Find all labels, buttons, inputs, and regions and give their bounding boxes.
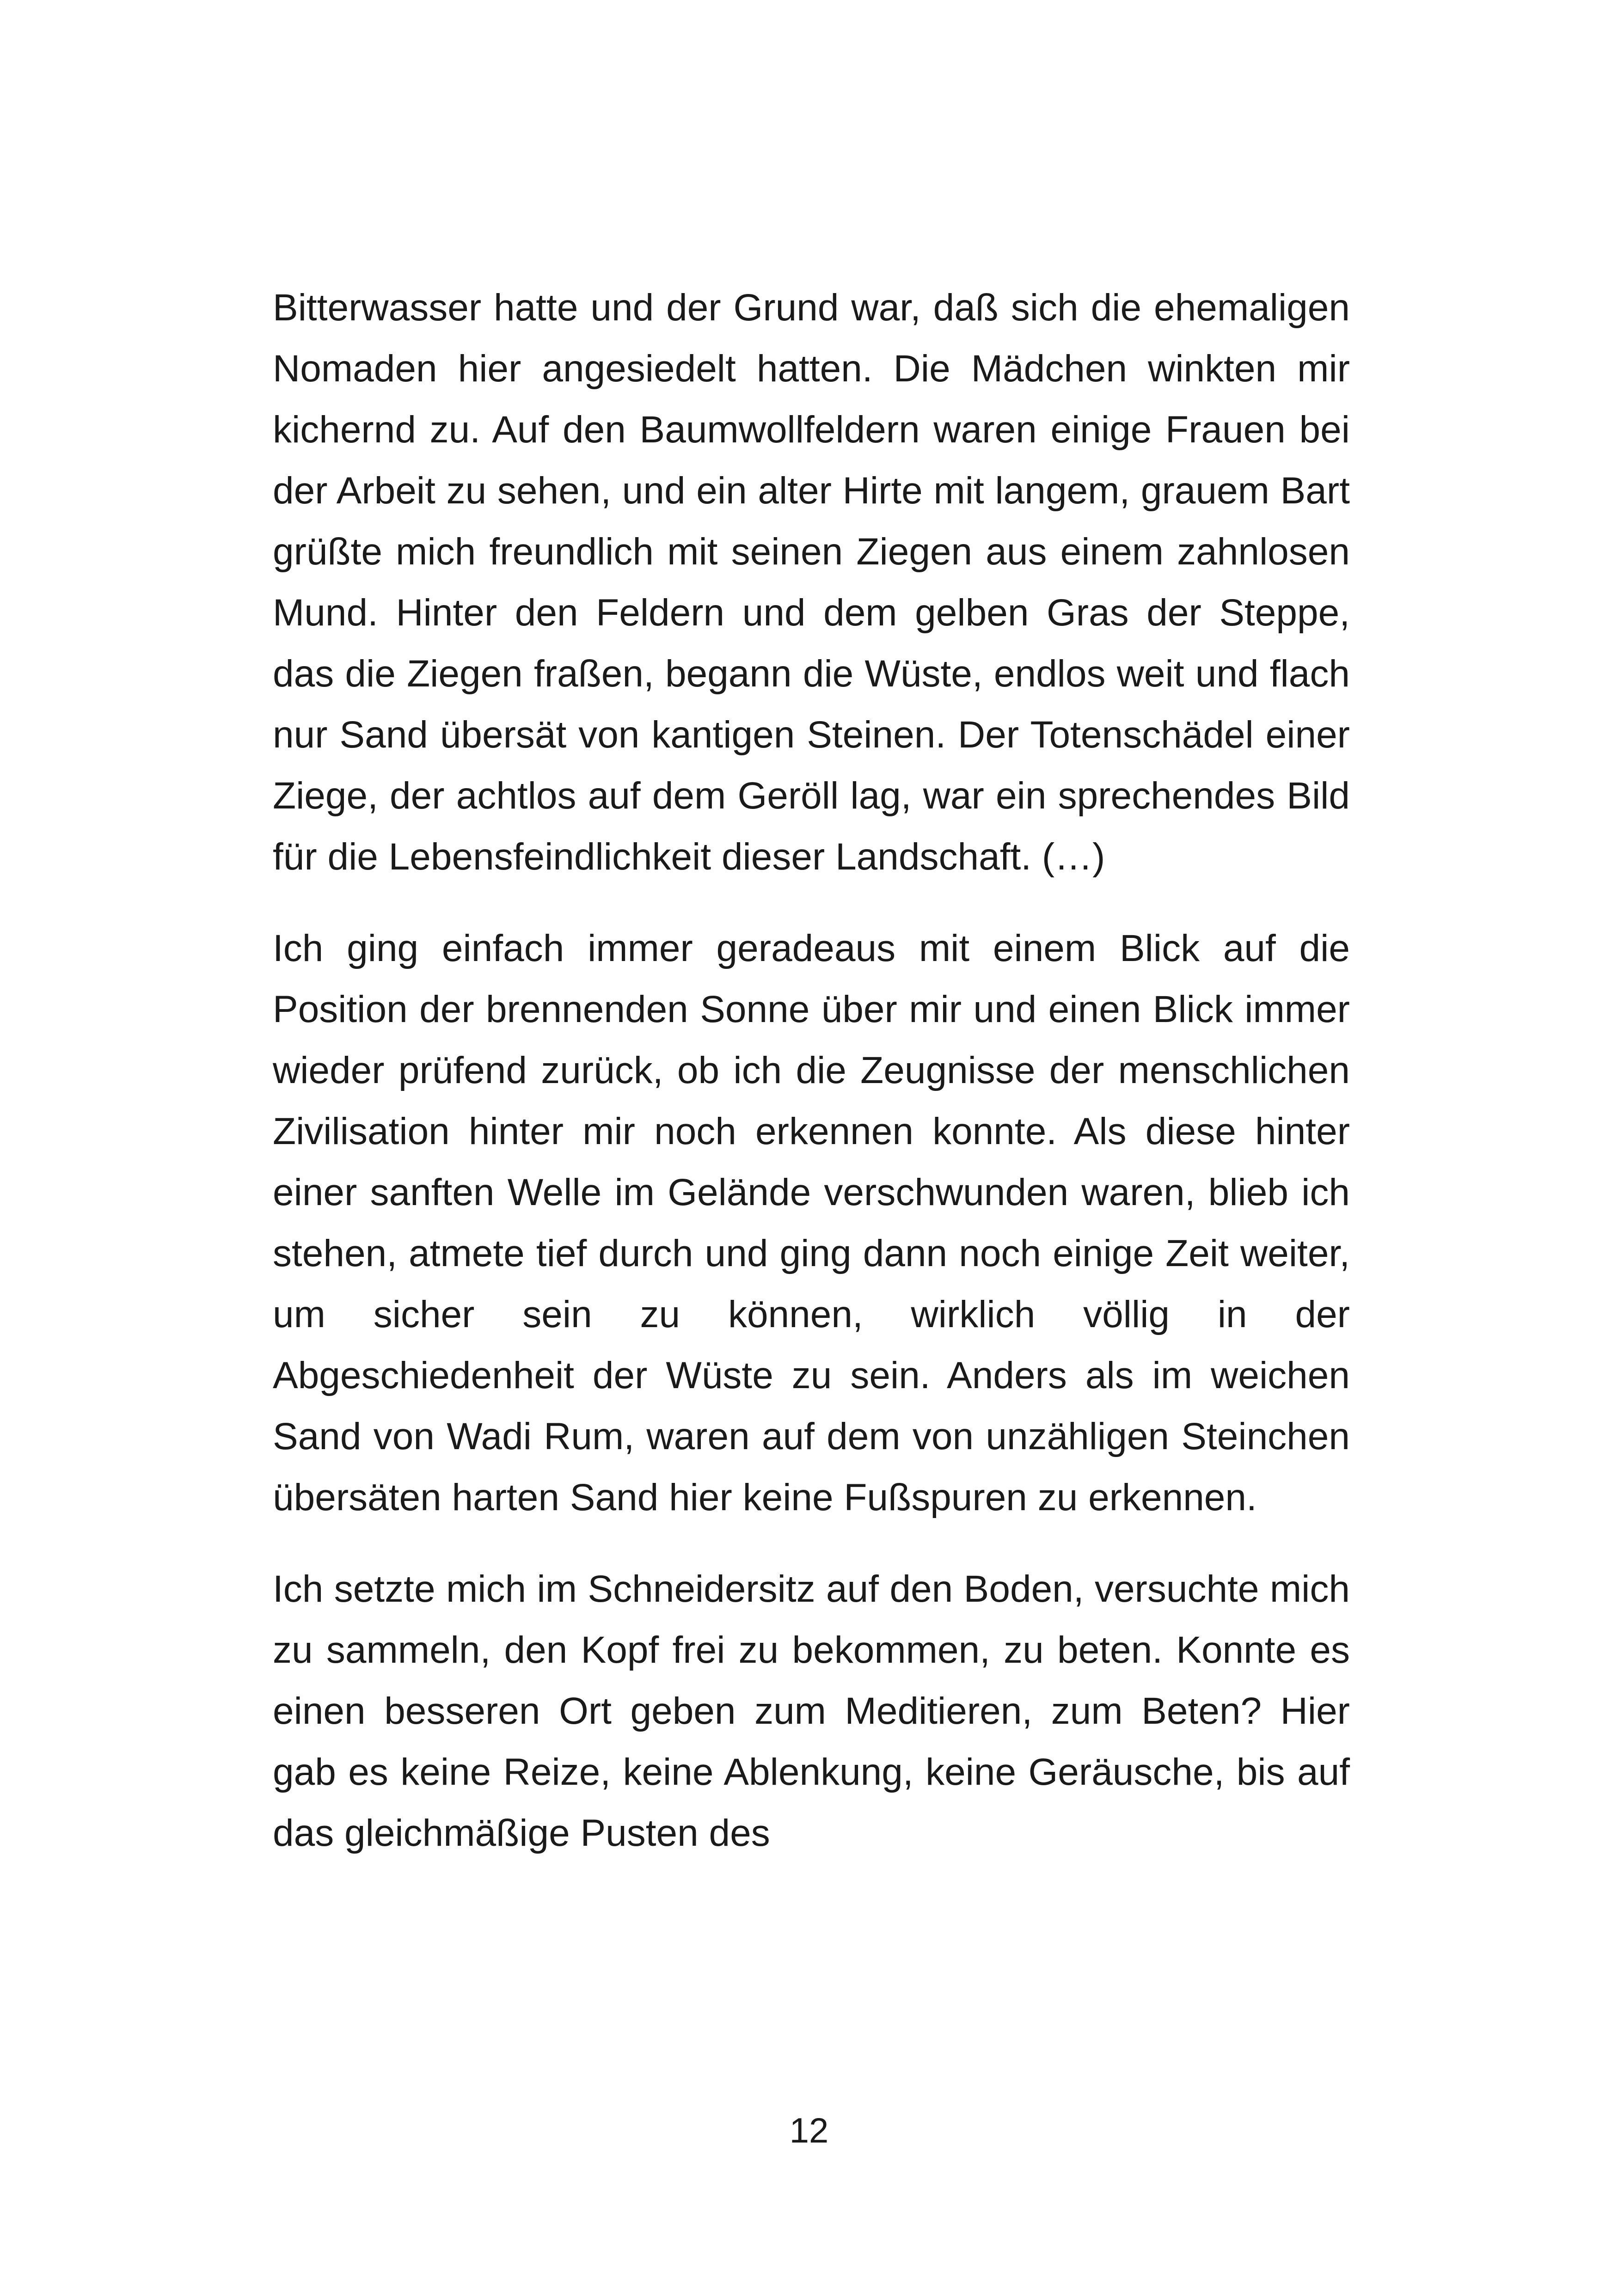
page-number: 12 bbox=[789, 2111, 829, 2150]
paragraph-1: Bitterwasser hatte und der Grund war, daß sich die ehemaligen Nomaden hier angesiedelt hatten. Die Mädchen winkten mir kichernd zu. Auf den Baumwollfeldern waren einige Frauen bei der Arbeit zu sehen, und ein alter Hirte mit langem, grauem Bart grüßte mich freundlich mit seinen Ziegen aus einem zahnlosen Mund. Hinter den Feldern und dem gelben Gras der Steppe, das die Ziegen fraßen, begann die Wüste, endlos weit und flach nur Sand übersät von kantigen Steinen. Der Totenschädel einer Ziege, der achtlos auf dem Geröll lag, war ein sprechendes Bild für die Lebensfeindlichkeit dieser Landschaft. (…) bbox=[273, 287, 1350, 878]
paragraph-2: Ich ging einfach immer geradeaus mit einem Blick auf die Position der brennenden Sonne über mir und einen Blick immer wieder prüfend zurück, ob ich die Zeugnisse der menschlichen Zivilisation hinter mir noch erkennen konnte. Als diese hinter einer sanften Welle im Gelände verschwunden waren, blieb ich stehen, atmete tief durch und ging dann noch einige Zeit weiter, um sicher sein zu können, wirklich völlig in der Abgeschiedenheit der Wüste zu sein. Anders als im weichen Sand von Wadi Rum, waren auf dem von unzähligen Steinchen übersäten harten Sand hier keine Fußspuren zu erkennen. bbox=[273, 927, 1350, 1518]
paragraph-3: Ich setzte mich im Schneidersitz auf den Boden, versuchte mich zu sammeln, den Kopf frei zu bekommen, zu beten. Konnte es einen besseren Ort geben zum Meditieren, zum Beten? Hier gab es keine Reize, keine Ablenkung, keine Geräusche, bis auf das gleichmäßige Pusten des bbox=[273, 1568, 1350, 1854]
body-text bbox=[273, 277, 1350, 1864]
